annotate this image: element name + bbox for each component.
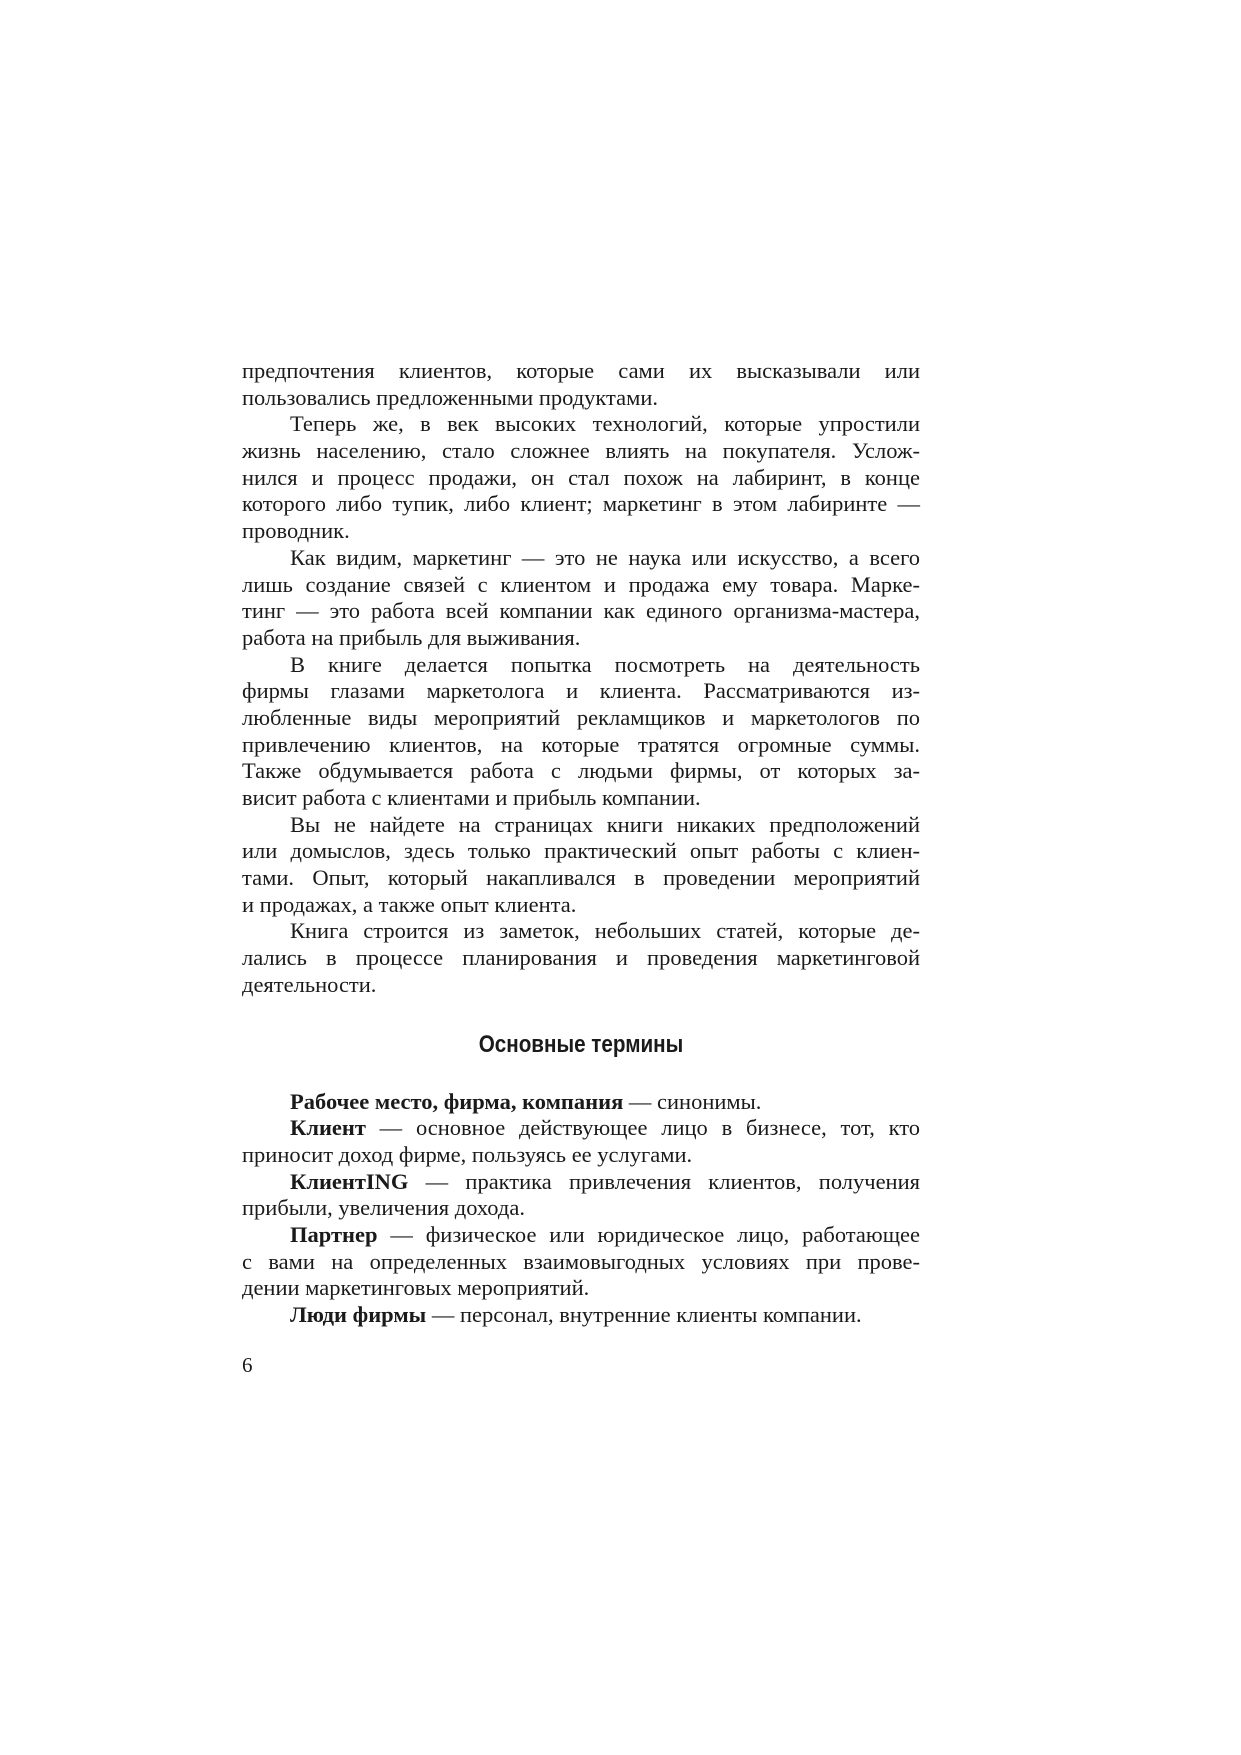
text-line: Теперь же, в век высоких технологий, которые упростили [290, 411, 920, 437]
text-line [242, 1169, 920, 1196]
text-line: висит работа с клиентами и прибыль компании. [242, 785, 701, 810]
text-line: жизнь населению, стало сложнее влиять на покупателя. Услож- [242, 438, 920, 464]
text-line: дении маркетинговых мероприятий. [242, 1275, 590, 1301]
term-definition [242, 1089, 920, 1116]
term-description: — персонал, внутренние клиенты компании. [426, 1302, 862, 1327]
text-line: тинг — это работа всей компании как единого организма-мастера, [242, 598, 920, 624]
term-name: Клиент [290, 1115, 366, 1141]
paragraph [242, 411, 920, 544]
text-line: работа на прибыль для выживания. [242, 624, 581, 650]
text-line: проводник. [242, 518, 350, 544]
paragraph [242, 358, 920, 411]
text-line: и продажах, а также опыт клиента. [242, 891, 577, 917]
text-line: деятельности. [242, 971, 377, 997]
text-line: фирмы глазами маркетолога и клиента. Рассматриваются из- [242, 678, 920, 704]
text-line: тами. Опыт, который накапливался в проведении мероприятий [242, 865, 920, 891]
intro-text [242, 358, 920, 999]
term-description: — практика привлечения клиентов, получения [408, 1168, 920, 1194]
text-line: любленные виды мероприятий рекламщиков и маркетологов по [242, 704, 920, 730]
text-line: В книге делается попытка посмотреть на деятельность [290, 651, 920, 677]
paragraph [242, 918, 920, 998]
section-heading: Основные термины [478, 1030, 684, 1058]
text-line: Также обдумывается работа с людьми фирмы, от которых за- [242, 758, 920, 784]
text-line: Как видим, маркетинг — это не наука или искусство, а всего [290, 544, 920, 570]
paragraph [242, 812, 920, 919]
term-definition [242, 1115, 920, 1168]
term-name: Люди фирмы [290, 1302, 427, 1327]
text-line: пользовались предложенными продуктами. [242, 384, 659, 410]
term-description: — синонимы. [623, 1088, 762, 1114]
text-line: Вы не найдете на страницах книги никаких предположений [290, 811, 920, 837]
text-line: приносит доход фирме, пользуясь ее услугами. [242, 1141, 693, 1167]
term-definition [242, 1302, 920, 1329]
page-body [242, 358, 920, 1329]
text-line: Книга строится из заметок, небольших статей, которые де- [290, 918, 920, 944]
term-definition [242, 1222, 920, 1302]
text-line: прибыли, увеличения дохода. [242, 1195, 525, 1221]
text-line: привлечению клиентов, на которые тратятся огромные суммы. [242, 731, 920, 757]
term-name: Рабочее место, фирма, компания [290, 1088, 624, 1114]
text-line: или домыслов, здесь только практический опыт работы с клиен- [242, 838, 920, 864]
text-line: предпочтения клиентов, которые сами их высказывали или [242, 358, 920, 383]
text-line [242, 1302, 920, 1329]
text-line: нился и процесс продажи, он стал похож на лабиринт, в конце [242, 464, 920, 490]
text-line: которого либо тупик, либо клиент; маркетинг в этом лабиринте — [242, 491, 920, 517]
text-line [242, 1222, 920, 1249]
term-description: — основное действующее лицо в бизнесе, тот, кто [365, 1115, 920, 1141]
page-number: 6 [242, 1353, 253, 1377]
term-description: — физическое или юридическое лицо, работающее [377, 1221, 920, 1247]
paragraph [242, 545, 920, 652]
term-name: Партнер [290, 1221, 378, 1247]
term-name: КлиентING [290, 1168, 409, 1194]
text-line [242, 1089, 920, 1116]
text-line: лишь создание связей с клиентом и продажа ему товара. Марке- [242, 571, 920, 597]
paragraph [242, 652, 920, 812]
text-line [242, 1115, 920, 1142]
term-definition [242, 1169, 920, 1222]
terms-list [242, 1089, 920, 1329]
text-line: лались в процессе планирования и проведения маркетинговой [242, 945, 920, 971]
text-line: с вами на определенных взаимовыгодных условиях при прове- [242, 1248, 920, 1274]
